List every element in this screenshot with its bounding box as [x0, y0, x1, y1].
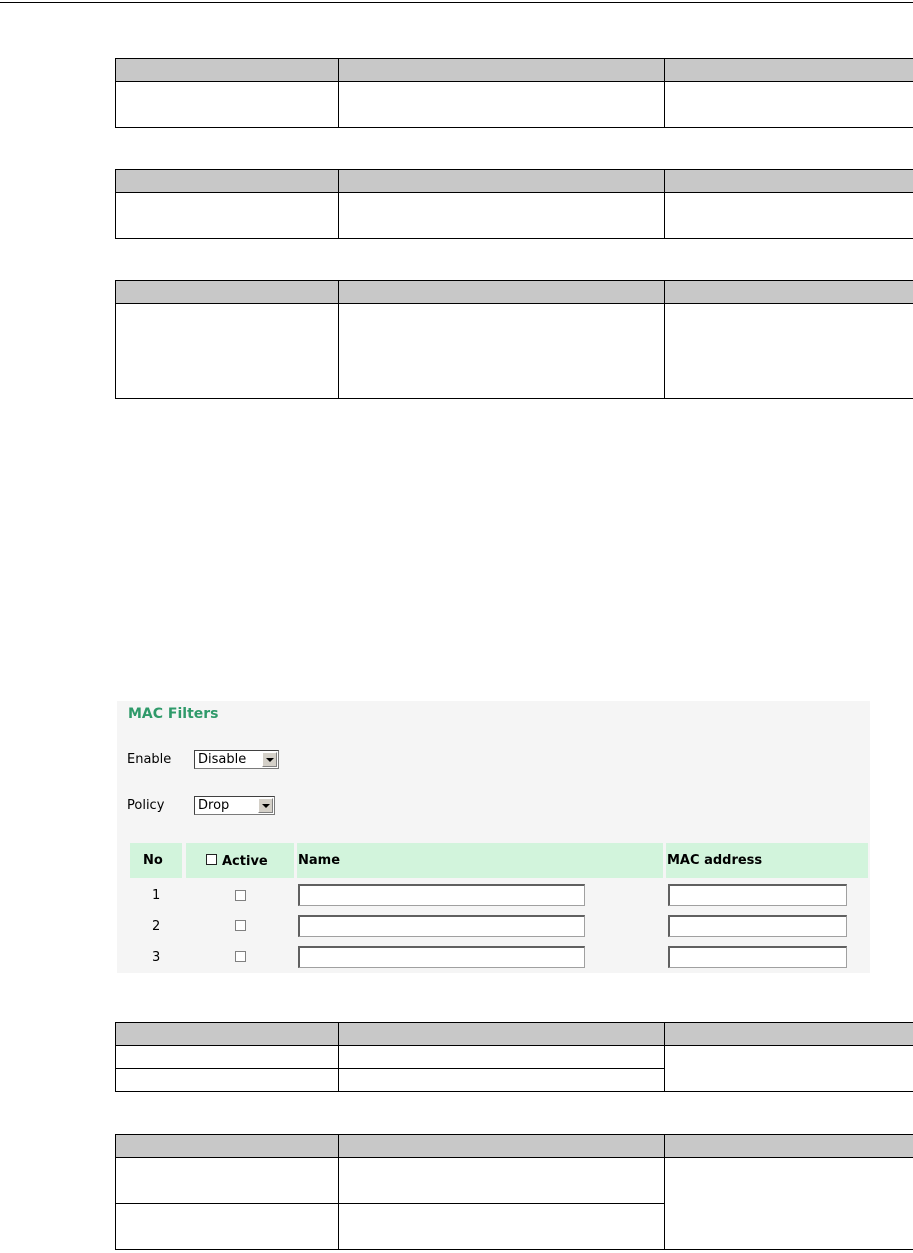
- enable-select[interactable]: [194, 750, 279, 769]
- column-header-active-label: Active: [222, 854, 268, 869]
- doc-table-4: [115, 1022, 913, 1092]
- name-input[interactable]: [298, 946, 585, 968]
- doc-table-3: [115, 280, 913, 399]
- doc-table-1: [115, 58, 913, 128]
- chevron-down-icon[interactable]: [258, 798, 273, 813]
- column-header-mac-label: MAC address: [667, 853, 763, 868]
- mac-filters-panel: [117, 701, 870, 973]
- row-number: 3: [152, 950, 161, 965]
- name-input[interactable]: [298, 884, 585, 906]
- column-header-mac: [666, 843, 868, 878]
- row-active-checkbox[interactable]: [235, 951, 246, 962]
- mac-address-input[interactable]: [668, 915, 847, 937]
- page-top-rule: [0, 2, 913, 3]
- row-number: 2: [152, 919, 161, 934]
- enable-label: Enable: [127, 752, 172, 767]
- column-header-name-label: Name: [298, 853, 341, 868]
- policy-select[interactable]: [194, 796, 275, 815]
- column-header-name: [297, 843, 663, 878]
- column-header-no: [130, 843, 182, 878]
- policy-select-value: Drop: [198, 798, 230, 813]
- doc-table-5: [115, 1134, 913, 1250]
- enable-select-value: Disable: [198, 752, 247, 767]
- mac-address-input[interactable]: [668, 884, 847, 906]
- row-active-checkbox[interactable]: [235, 920, 246, 931]
- chevron-down-icon[interactable]: [262, 752, 277, 767]
- mac-address-input[interactable]: [668, 946, 847, 968]
- row-number: 1: [152, 888, 161, 903]
- name-input[interactable]: [298, 915, 585, 937]
- policy-label: Policy: [127, 798, 165, 813]
- row-active-checkbox[interactable]: [235, 890, 246, 901]
- column-header-active: [186, 843, 294, 878]
- select-all-checkbox[interactable]: [206, 854, 217, 865]
- panel-title: MAC Filters: [128, 706, 219, 722]
- column-header-no-label: No: [143, 853, 163, 868]
- doc-table-2: [115, 169, 913, 239]
